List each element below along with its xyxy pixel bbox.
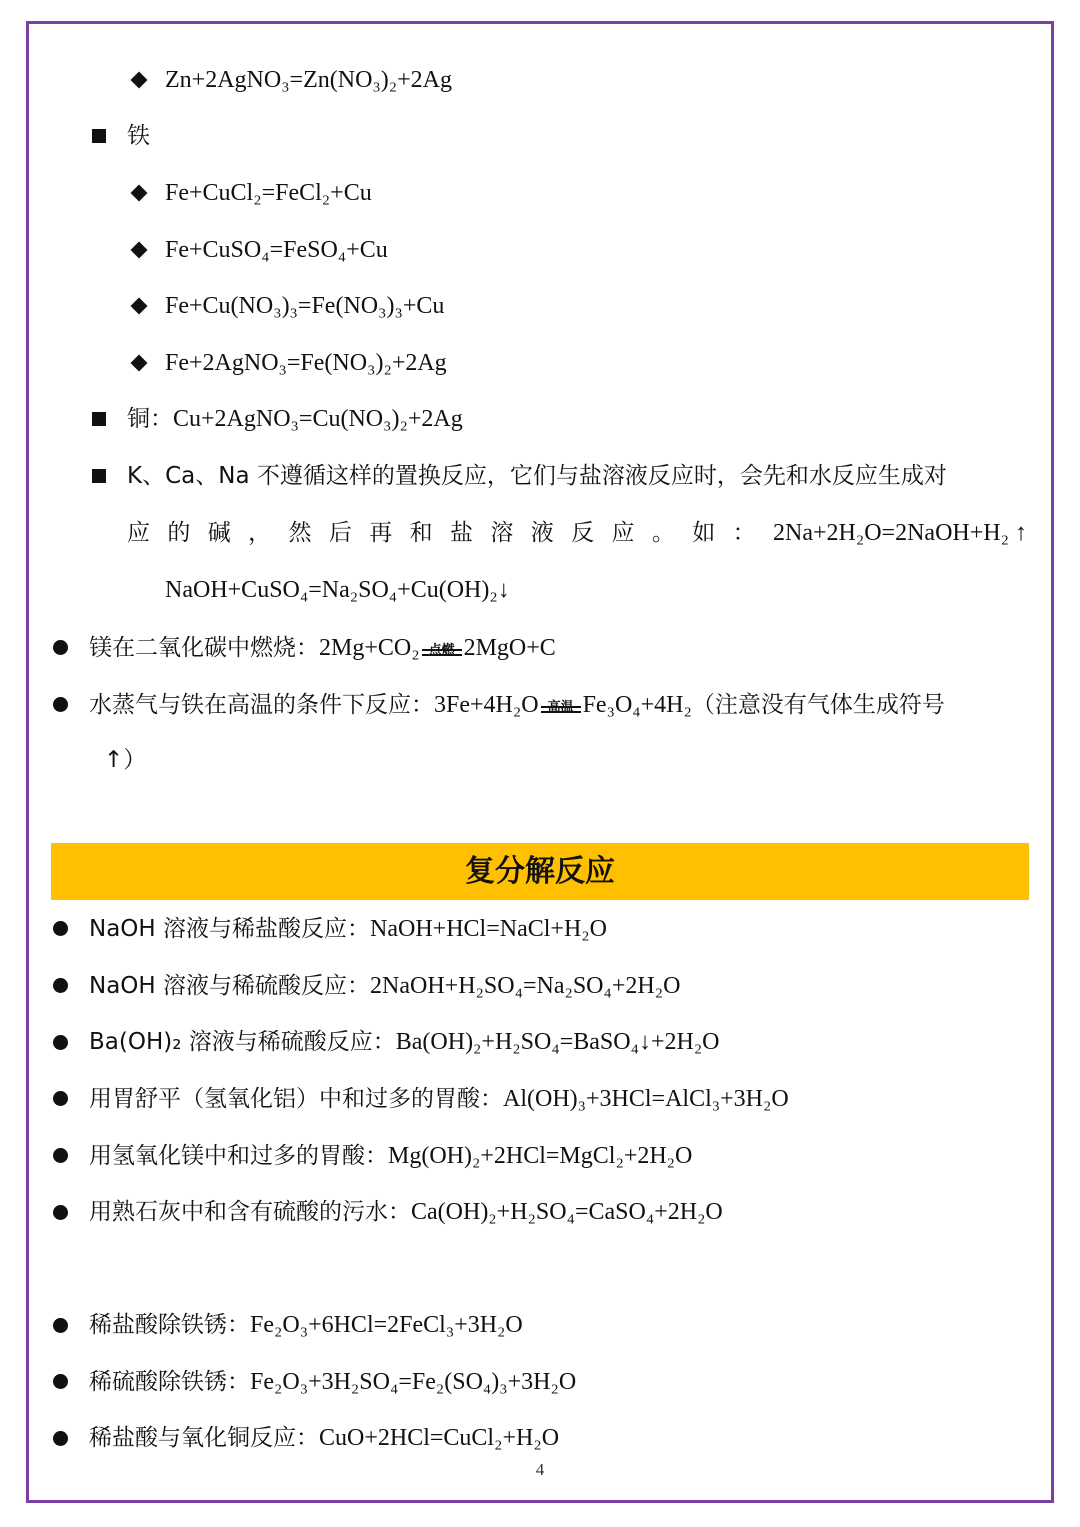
note-char: ： [732,520,756,546]
equation-naoh-cuso4: NaOH+CuSO₄=Na₂SO₄+Cu(OH)₂↓ [165,577,510,603]
mg-co2-line [89,628,556,668]
item-equation: CuO+2HCl=CuCl₂+H₂O [319,1425,560,1451]
dot-bullet-icon [53,921,68,936]
item-label: 用胃舒平（氢氧化铝）中和过多的胃酸： [89,1086,503,1112]
note-char: 应 [611,520,635,546]
square-bullet-icon [92,469,106,483]
note-char: 。 [651,520,675,546]
item-label: Ba(OH)₂ 溶液与稀硫酸反应： [89,1029,396,1055]
note-char: 然 [288,520,312,546]
copper-label: 铜： [127,406,173,432]
fe-steam-note-end: ↑） [104,747,147,773]
item-label: NaOH 溶液与稀硫酸反应： [89,973,371,999]
equation-fe-cucl2: Fe+CuCl₂=FeCl₂+Cu [165,180,372,206]
item-label: 稀盐酸与氧化铜反应： [89,1425,319,1451]
equation-fe-cuno3: Fe+Cu(NO₃)₃=Fe(NO₃)₃+Cu [165,293,445,319]
dot-bullet-icon [53,978,68,993]
item-equation: Ca(OH)₂+H₂SO₄=CaSO₄+2H₂O [411,1199,723,1225]
dot-bullet-icon [53,1035,68,1050]
kcana-note-continued [127,513,1027,553]
dot-bullet-icon [53,1318,68,1333]
item-equation: Mg(OH)₂+2HCl=MgCl₂+2H₂O [388,1143,693,1169]
list-item [89,909,607,949]
item-label: 用氢氧化镁中和过多的胃酸： [89,1143,388,1169]
condition-text [422,631,462,671]
equation-left: 2Mg+CO₂ [319,635,420,661]
fe-steam-line [89,685,945,725]
dot-bullet-icon [53,640,68,655]
reaction-condition [422,637,462,661]
note-char: 碱 [207,520,231,546]
dot-bullet-icon [53,1431,68,1446]
dot-bullet-icon [53,1374,68,1389]
copper-line [127,399,463,439]
equation-cu-agno3: Cu+2AgNO₃=Cu(NO₃)₂+2Ag [173,406,463,432]
heading-iron: 铁 [127,123,150,149]
mg-co2-label: 镁在二氧化碳中燃烧： [89,635,319,661]
note-char: 液 [530,520,554,546]
dot-bullet-icon [53,697,68,712]
list-item [89,1362,576,1402]
list-item [89,1305,523,1345]
note-char: ， [248,520,272,546]
note-char: 应 [127,520,150,546]
item-equation: Ba(OH)₂+H₂SO₄=BaSO₄↓+2H₂O [395,1029,720,1055]
list-item [89,1418,559,1458]
page-number: 4 [535,1460,545,1479]
equation-right: Fe₃O₄+4H₂ [582,692,692,718]
item-equation: 2NaOH+H₂SO₄=Na₂SO₄+2H₂O [370,973,681,999]
equation-zn-agno3: Zn+2AgNO₃=Zn(NO₃)₂+2Ag [165,67,453,93]
item-equation: Fe₂O₃+3H₂SO₄=Fe₂(SO₄)₃+3H₂O [250,1369,577,1395]
item-label: NaOH 溶液与稀盐酸反应： [89,916,371,942]
note-char: 和 [409,520,433,546]
square-bullet-icon [92,412,106,426]
note-char: 反 [571,520,595,546]
dot-bullet-icon [53,1091,68,1106]
kcana-note: K、Ca、Na 不遵循这样的置换反应，它们与盐溶液反应时，会先和水反应生成对 [127,463,947,489]
equation-na-h2o: 2Na+2H₂O=2NaOH+H₂ ↑ [773,520,1027,546]
item-label: 稀硫酸除铁锈： [89,1369,250,1395]
list-item [89,1022,720,1062]
note-char: 后 [328,520,352,546]
list-item [89,1079,789,1119]
reaction-condition [541,694,581,718]
dot-bullet-icon [53,1205,68,1220]
equation-fe-cuso4: Fe+CuSO₄=FeSO₄+Cu [165,237,388,263]
item-equation: Fe₂O₃+6HCl=2FeCl₃+3H₂O [250,1312,523,1338]
equation-fe-agno3: Fe+2AgNO₃=Fe(NO₃)₂+2Ag [165,350,447,376]
note-char: 如 [692,520,716,546]
list-item [89,1192,723,1232]
item-equation: NaOH+HCl=NaCl+H₂O [370,916,607,942]
fe-steam-note: （注意没有气体生成符号 [691,692,945,718]
item-label: 用熟石灰中和含有硫酸的污水： [89,1199,411,1225]
note-char: 的 [167,520,191,546]
equation-right: 2MgO+C [463,635,556,661]
list-item [89,966,680,1006]
section-title: 复分解反应 [51,843,1029,900]
dot-bullet-icon [53,1148,68,1163]
item-equation: Al(OH)₃+3HCl=AlCl₃+3H₂O [503,1086,789,1112]
square-bullet-icon [92,129,106,143]
note-char: 溶 [490,520,514,546]
list-item [89,1136,692,1176]
condition-text [541,688,581,728]
equation-left: 3Fe+4H₂O [434,692,539,718]
note-char: 盐 [450,520,473,546]
item-label: 稀盐酸除铁锈： [89,1312,250,1338]
note-char: 再 [369,520,393,546]
fe-steam-label: 水蒸气与铁在高温的条件下反应： [89,692,434,718]
